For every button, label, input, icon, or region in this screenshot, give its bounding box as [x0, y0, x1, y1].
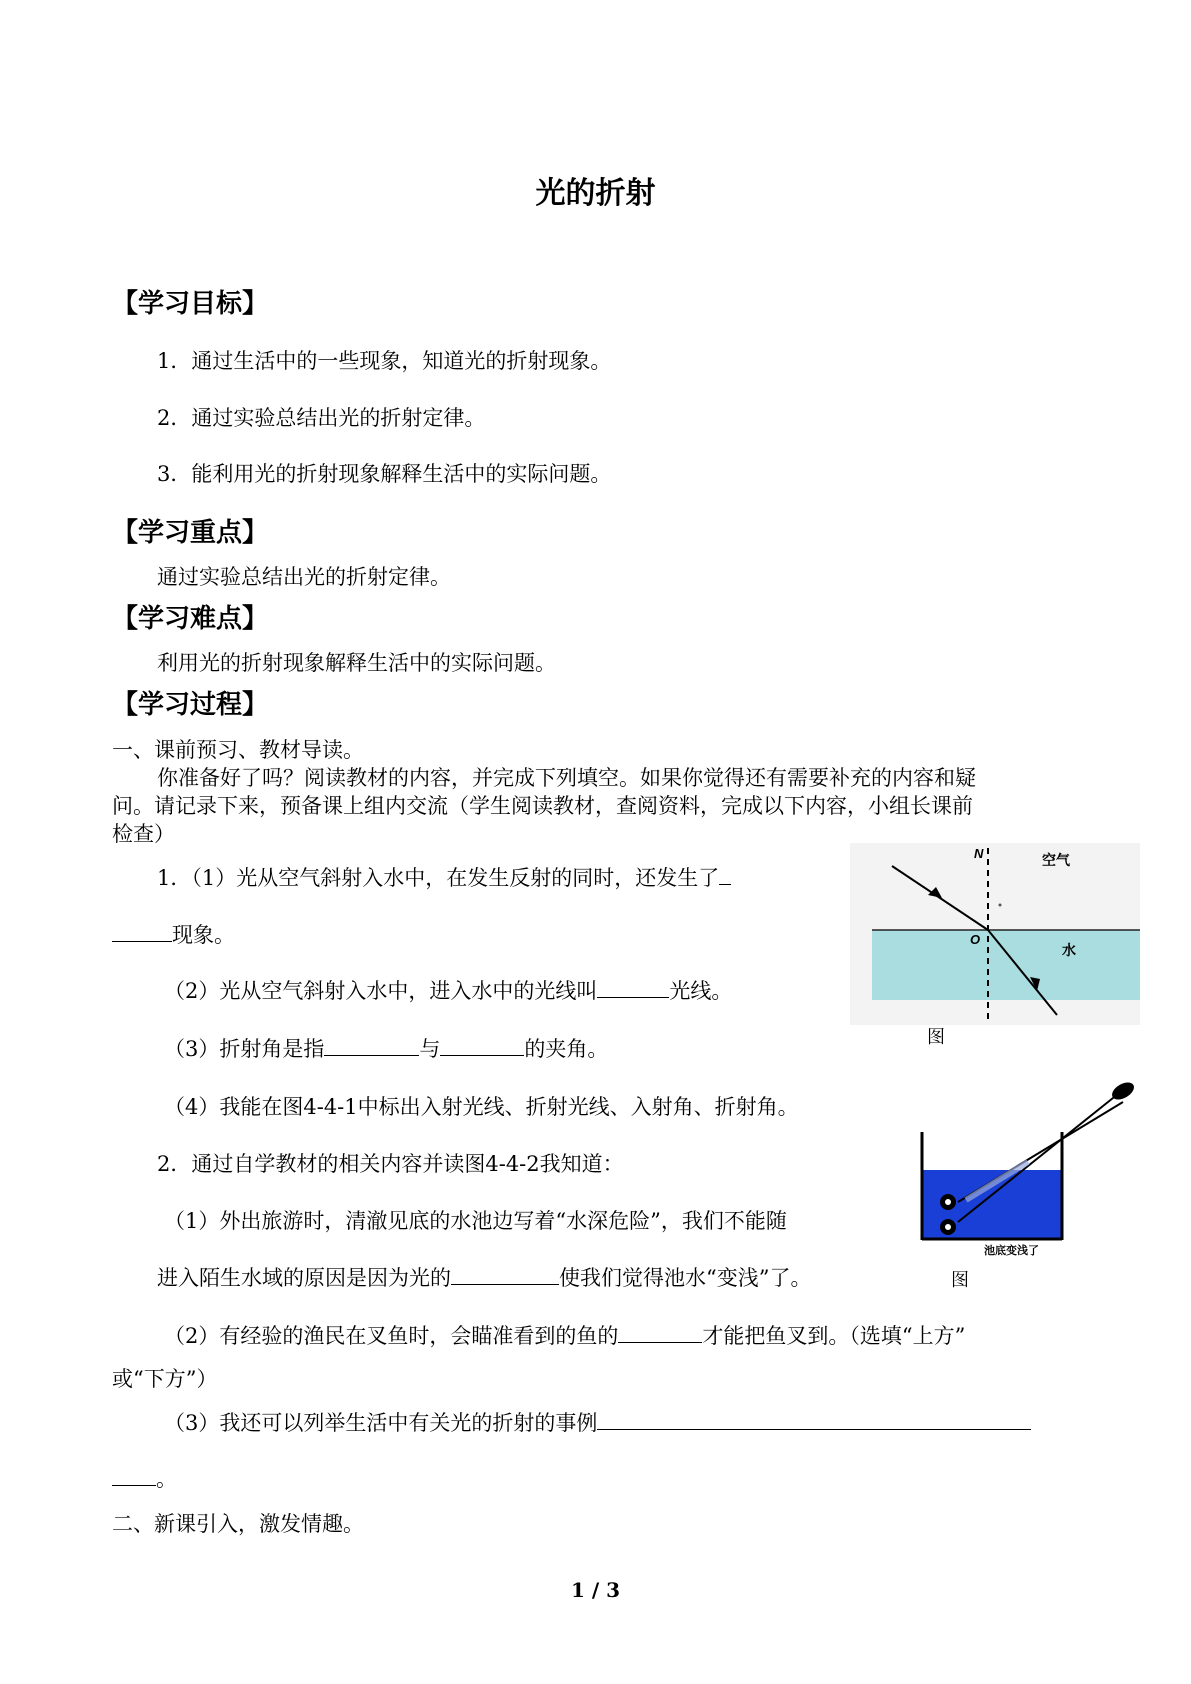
pool-figure	[918, 1072, 1140, 1258]
question-1-4: （4）我能在图4-4-1中标出入射光线、折射光线、入射角、折射角。	[164, 1095, 799, 1119]
section-difficulty: 【学习难点】	[112, 604, 269, 634]
question-text: 与	[419, 1037, 441, 1061]
objective-item: 3．能利用光的折射现象解释生活中的实际问题。	[157, 462, 612, 486]
pebble-highlight	[945, 1224, 951, 1230]
question-1-3	[164, 1033, 608, 1063]
section-key-point: 【学习重点】	[112, 518, 269, 548]
question-2-3	[164, 1407, 1031, 1437]
answer-blank[interactable]	[112, 940, 172, 942]
section-process: 【学习过程】	[112, 690, 269, 720]
answer-blank[interactable]	[597, 996, 669, 998]
page-number: 1 / 3	[570, 1578, 621, 1602]
question-1-1-cont	[112, 919, 235, 949]
question-text: 1．（1）光从空气斜射入水中，在发生反射的同时，还发生了	[157, 866, 720, 890]
question-2-3-cont	[112, 1463, 177, 1493]
question-text: 的夹角。	[524, 1037, 609, 1061]
question-2-1: （1）外出旅游时，清澈见底的水池边写着“水深危险”，我们不能随	[164, 1209, 787, 1233]
question-text: 使我们觉得池水“变浅”了。	[559, 1266, 812, 1290]
answer-blank[interactable]	[451, 1283, 559, 1285]
eye-icon	[1109, 1079, 1137, 1103]
pool-caption-label: 池底变浅了	[984, 1244, 1039, 1257]
section-objectives: 【学习目标】	[112, 289, 269, 319]
speck	[999, 904, 1002, 907]
question-1-2	[164, 975, 732, 1005]
question-text: （3）折射角是指	[164, 1037, 325, 1061]
question-2: 2．通过自学教材的相关内容并读图4-4-2我知道：	[157, 1152, 624, 1176]
figure-caption: 图	[927, 1027, 945, 1048]
question-text: （3）我还可以列举生活中有关光的折射的事例	[164, 1411, 598, 1435]
objective-item: 1．通过生活中的一些现象，知道光的折射现象。	[157, 349, 612, 373]
question-2-1-cont	[157, 1262, 811, 1292]
point-o-label: O	[970, 932, 981, 947]
difficulty-text: 利用光的折射现象解释生活中的实际问题。	[157, 651, 556, 675]
water-label: 水	[1062, 943, 1076, 959]
objective-item: 2．通过实验总结出光的折射定律。	[157, 406, 486, 430]
air-label: 空气	[1042, 853, 1070, 869]
page-title: 光的折射	[535, 176, 656, 211]
answer-blank[interactable]	[597, 1428, 1031, 1430]
answer-blank[interactable]	[719, 883, 731, 885]
figure-caption: 图	[951, 1270, 969, 1291]
normal-label: N	[974, 846, 984, 861]
question-text: 才能把鱼叉到。（选填“上方”	[702, 1324, 966, 1348]
key-point-text: 通过实验总结出光的折射定律。	[157, 565, 451, 589]
question-2-2-cont: 或“下方”）	[112, 1367, 218, 1391]
question-text: 光线。	[669, 979, 733, 1003]
question-1-1	[157, 862, 731, 892]
refraction-figure	[850, 843, 1140, 1025]
part2-heading: 二、新课引入，激发情趣。	[112, 1512, 364, 1536]
answer-blank[interactable]	[440, 1054, 524, 1056]
question-2-2	[164, 1320, 965, 1350]
water-region	[872, 930, 1140, 1000]
question-text: （2）光从空气斜射入水中，进入水中的光线叫	[164, 979, 598, 1003]
part1-heading: 一、课前预习、教材导读。	[112, 738, 364, 762]
answer-blank[interactable]	[112, 1484, 156, 1486]
question-text: 现象。	[172, 923, 235, 947]
question-text: 进入陌生水域的原因是因为光的	[157, 1266, 451, 1290]
answer-blank[interactable]	[324, 1054, 419, 1056]
intro-line: 问。请记录下来，预备课上组内交流（学生阅读教材，查阅资料，完成以下内容，小组长课前	[112, 794, 973, 818]
intro-line: 检查）	[112, 822, 175, 846]
intro-line: 你准备好了吗？阅读教材的内容，并完成下列填空。如果你觉得还有需要补充的内容和疑	[157, 766, 976, 790]
question-text: 。	[156, 1467, 177, 1491]
answer-blank[interactable]	[618, 1341, 702, 1343]
pebble-highlight	[945, 1199, 951, 1205]
question-text: （2）有经验的渔民在叉鱼时，会瞄准看到的鱼的	[164, 1324, 619, 1348]
